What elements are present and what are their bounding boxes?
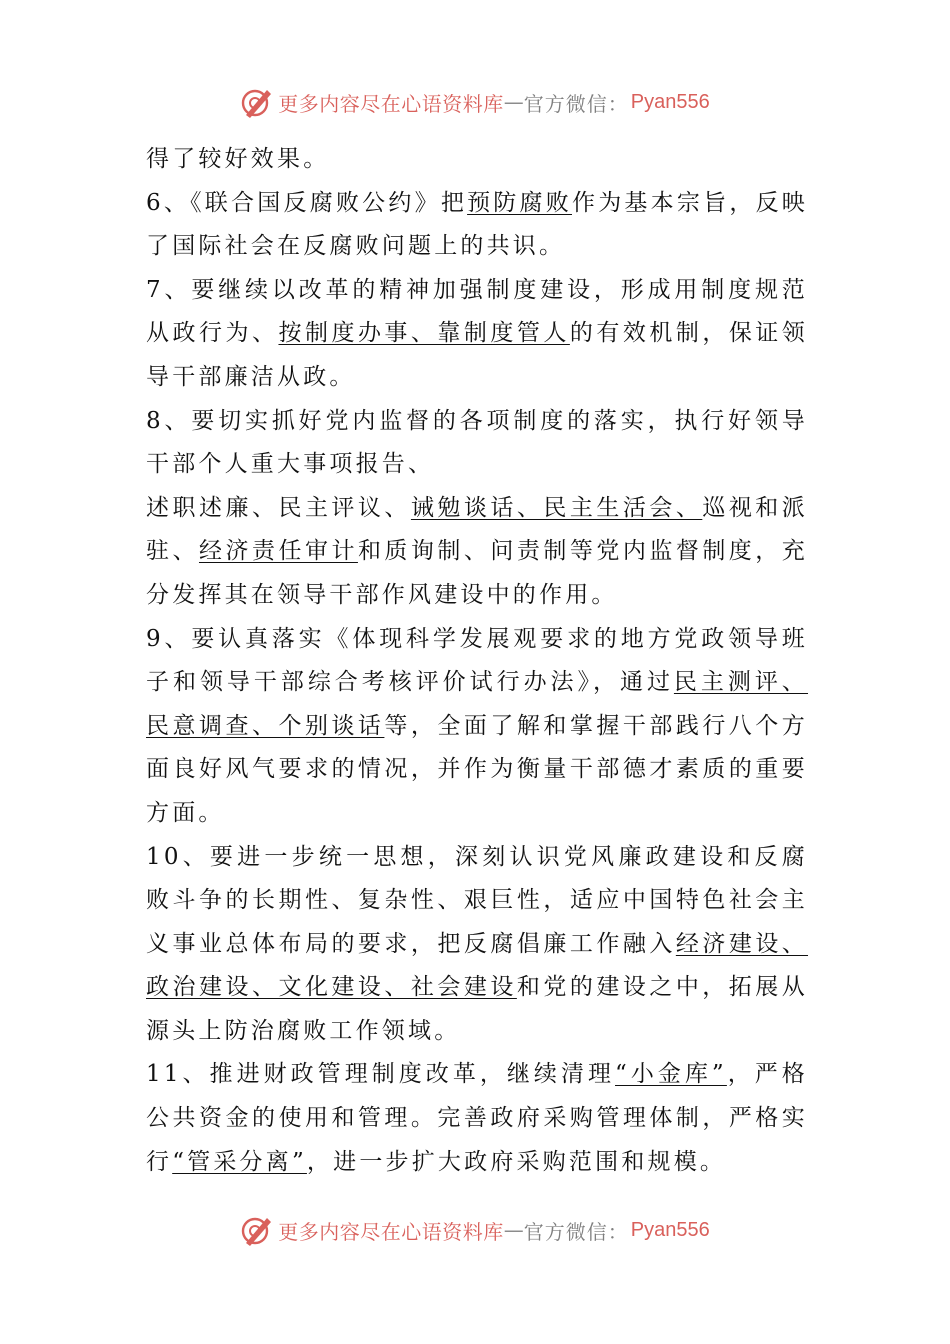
text-segment: ，进一步扩大政府采购范围和规模。 bbox=[306, 1148, 727, 1175]
text-segment: 作为基本宗旨，反映了国际社会在反腐败问题上的共识。 bbox=[146, 189, 808, 260]
text-segment: 和党的建设之中，拓展从源头上防治腐败工作领域。 bbox=[146, 974, 808, 1044]
underlined-answer: 经济责任审计 bbox=[198, 538, 358, 565]
header-watermark bbox=[0, 82, 950, 122]
text-segment: 7、要继续以改革的精神加强制度建设，形成用制度规范从政行为、 bbox=[146, 276, 808, 347]
text-segment: 述职述廉、民主评议、 bbox=[146, 494, 411, 521]
footer-watermark bbox=[0, 1210, 950, 1250]
underlined-answer: “小金库” bbox=[615, 1061, 727, 1088]
text-segment: 等，全面了解和掌握干部践行八个方面良好风气要求的情况，并作为衡量干部德才素质的重要方面。 bbox=[146, 712, 808, 826]
watermark-separator: — bbox=[503, 1218, 524, 1242]
paragraph bbox=[146, 618, 808, 836]
paragraph bbox=[146, 487, 808, 618]
text-segment: 的有效机制，保证领导干部廉洁从政。 bbox=[146, 320, 809, 390]
text-segment: ，严格公共资金的使用和管理。完善政府采购管理体制，严格实行 bbox=[146, 1061, 808, 1175]
underlined-answer: 预防腐败 bbox=[467, 189, 572, 216]
document-body bbox=[146, 138, 808, 1184]
watermark-text: 更多内容尽在心语资料库 bbox=[278, 1219, 504, 1244]
text-segment: 和质询制、问责制等党内监督制度，充分发挥其在领导干部作风建设中的作用。 bbox=[146, 538, 808, 608]
pen-logo-icon bbox=[240, 1213, 274, 1247]
paragraph bbox=[146, 1053, 808, 1184]
wechat-id: Pyan556 bbox=[630, 1218, 710, 1241]
text-segment: 巡视和派驻、 bbox=[146, 494, 809, 565]
wechat-label: 官方微信： bbox=[523, 1219, 629, 1244]
underlined-answer: “管采分离” bbox=[172, 1148, 307, 1175]
wechat-id: Pyan556 bbox=[630, 90, 710, 113]
underlined-answer: 经济建设、政治建设、文化建设、社会建设 bbox=[146, 930, 809, 1001]
text-segment: 10、要进一步统一思想，深刻认识党风廉政建设和反腐败斗争的长期性、复杂性、艰巨性，适应中国特色社会主义事业总体布局的要求，把反腐倡廉工作融入 bbox=[146, 843, 808, 957]
text-segment: 6、《联合国反腐败公约》把 bbox=[146, 189, 468, 216]
watermark-text: 更多内容尽在心语资料库 bbox=[278, 91, 504, 116]
paragraph bbox=[146, 400, 808, 487]
text-segment: 8、要切实抓好党内监督的各项制度的落实，执行好领导干部个人重大事项报告、 bbox=[146, 407, 808, 478]
underlined-answer: 诫勉谈话、民主生活会、 bbox=[410, 494, 703, 521]
underlined-answer: 按制度办事、靠制度管人 bbox=[278, 320, 570, 347]
text-segment: 11、推进财政管理制度改革，继续清理 bbox=[146, 1061, 616, 1088]
paragraph bbox=[146, 182, 808, 269]
pen-logo-icon bbox=[240, 85, 274, 119]
text-segment: 得了较好效果。 bbox=[146, 146, 330, 172]
paragraph bbox=[146, 269, 808, 400]
underlined-answer: 民主测评、民意调查、个别谈话 bbox=[146, 669, 809, 739]
paragraph bbox=[146, 138, 808, 182]
paragraph bbox=[146, 836, 808, 1054]
watermark-separator: — bbox=[503, 90, 524, 114]
text-segment: 9、要认真落实《体现科学发展观要求的地方党政领导班子和领导干部综合考核评价试行办法》，通过 bbox=[146, 625, 808, 696]
wechat-label: 官方微信： bbox=[523, 91, 629, 116]
